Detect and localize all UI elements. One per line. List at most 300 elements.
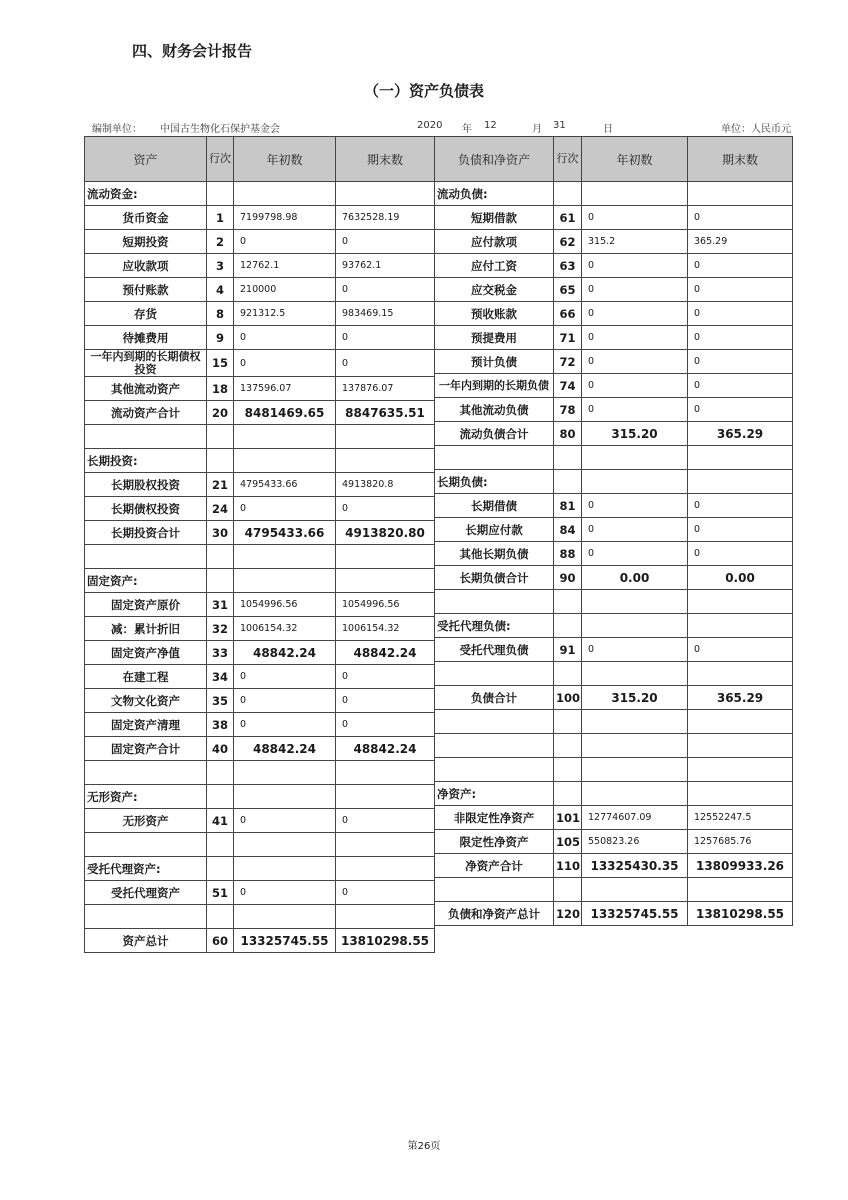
ending-value: 12552247.5 (688, 806, 793, 830)
beginning-value: 4795433.66 (234, 473, 336, 497)
beginning-value: 13325745.55 (234, 929, 336, 953)
line-number: 30 (207, 521, 234, 545)
ending-value: 0 (688, 494, 793, 518)
beginning-value: 0 (582, 398, 688, 422)
table-row (435, 542, 793, 566)
empty-cell (582, 470, 688, 494)
ending-value: 0 (336, 713, 435, 737)
table-row (85, 785, 435, 809)
ending-value: 8847635.51 (336, 401, 435, 425)
beginning-value: 0 (582, 494, 688, 518)
category-label: 净资产: (435, 782, 554, 806)
table-row (435, 854, 793, 878)
table-row (85, 377, 435, 401)
ending-value: 0 (688, 518, 793, 542)
table-row (85, 230, 435, 254)
beginning-value: 1006154.32 (234, 617, 336, 641)
beginning-value: 0 (582, 278, 688, 302)
empty-cell (336, 569, 435, 593)
table-row (85, 641, 435, 665)
item-label: 应付工资 (435, 254, 554, 278)
table-row (85, 425, 435, 449)
empty-cell (582, 182, 688, 206)
line-number: 31 (207, 593, 234, 617)
beginning-value: 210000 (234, 278, 336, 302)
line-number: 80 (554, 422, 582, 446)
item-label: 长期应付款 (435, 518, 554, 542)
ending-value: 0 (688, 206, 793, 230)
month-char: 月 (532, 124, 542, 135)
report-year: 2020 (417, 120, 443, 131)
beginning-value: 0 (582, 542, 688, 566)
category-label: 流动负债: (435, 182, 554, 206)
empty-cell (234, 833, 336, 857)
category-label: 长期投资: (85, 449, 207, 473)
empty-cell (435, 446, 554, 470)
beginning-value: 4795433.66 (234, 521, 336, 545)
empty-cell (554, 182, 582, 206)
empty-cell (554, 734, 582, 758)
item-label: 减：累计折旧 (85, 617, 207, 641)
table-row (435, 374, 793, 398)
line-number: 33 (207, 641, 234, 665)
table-row (435, 638, 793, 662)
empty-cell (435, 878, 554, 902)
ending-value: 365.29 (688, 422, 793, 446)
table-row (435, 182, 793, 206)
ending-value: 13810298.55 (336, 929, 435, 953)
line-number: 51 (207, 881, 234, 905)
ending-value: 0 (688, 398, 793, 422)
empty-cell (688, 782, 793, 806)
item-label: 存货 (85, 302, 207, 326)
table-row (85, 545, 435, 569)
table-row (435, 302, 793, 326)
line-number: 8 (207, 302, 234, 326)
ending-value: 0 (688, 350, 793, 374)
table-row (435, 254, 793, 278)
empty-cell (435, 590, 554, 614)
empty-cell (554, 470, 582, 494)
table-row (85, 326, 435, 350)
empty-cell (336, 905, 435, 929)
line-number: 84 (554, 518, 582, 542)
beginning-value: 0 (234, 326, 336, 350)
table-row (85, 809, 435, 833)
total-label: 负债合计 (435, 686, 554, 710)
beginning-value: 137596.07 (234, 377, 336, 401)
table-row (85, 929, 435, 953)
empty-cell (85, 905, 207, 929)
line-number: 66 (554, 302, 582, 326)
empty-cell (207, 449, 234, 473)
report-month: 12 (484, 120, 497, 131)
line-number: 4 (207, 278, 234, 302)
empty-cell (234, 761, 336, 785)
ending-value: 13809933.26 (688, 854, 793, 878)
line-number: 72 (554, 350, 582, 374)
table-row (85, 473, 435, 497)
empty-cell (207, 785, 234, 809)
assets-table (84, 136, 435, 953)
beginning-value: 0 (234, 665, 336, 689)
empty-cell (336, 785, 435, 809)
ending-value: 0 (336, 809, 435, 833)
empty-cell (336, 857, 435, 881)
empty-cell (85, 425, 207, 449)
table-row (435, 206, 793, 230)
empty-cell (688, 446, 793, 470)
line-number: 90 (554, 566, 582, 590)
beginning-value: 13325745.55 (582, 902, 688, 926)
line-number: 18 (207, 377, 234, 401)
column-header: 行次 (554, 137, 582, 182)
category-label: 受托代理负债: (435, 614, 554, 638)
line-number: 35 (207, 689, 234, 713)
item-label: 其他流动资产 (85, 377, 207, 401)
total-label: 固定资产净值 (85, 641, 207, 665)
ending-value: 0.00 (688, 566, 793, 590)
item-label: 非限定性净资产 (435, 806, 554, 830)
table-row (85, 617, 435, 641)
empty-cell (688, 758, 793, 782)
empty-cell (234, 545, 336, 569)
beginning-value: 0 (582, 350, 688, 374)
beginning-value: 48842.24 (234, 641, 336, 665)
beginning-value: 0 (582, 206, 688, 230)
unit-label: 编制单位： (92, 124, 142, 135)
item-label: 长期借债 (435, 494, 554, 518)
ending-value: 0 (336, 326, 435, 350)
empty-cell (336, 425, 435, 449)
ending-value: 7632528.19 (336, 206, 435, 230)
page-number: 第26页 (407, 1141, 441, 1152)
line-number: 91 (554, 638, 582, 662)
line-number: 88 (554, 542, 582, 566)
ending-value: 1257685.76 (688, 830, 793, 854)
beginning-value: 48842.24 (234, 737, 336, 761)
line-number: 21 (207, 473, 234, 497)
beginning-value: 0 (234, 350, 336, 377)
item-label: 应交税金 (435, 278, 554, 302)
empty-cell (554, 614, 582, 638)
empty-cell (582, 758, 688, 782)
table-row (435, 446, 793, 470)
line-number: 15 (207, 350, 234, 377)
empty-cell (582, 734, 688, 758)
line-number: 60 (207, 929, 234, 953)
empty-cell (207, 905, 234, 929)
beginning-value: 0.00 (582, 566, 688, 590)
org-name: 中国古生物化石保护基金会 (160, 124, 280, 135)
beginning-value: 8481469.65 (234, 401, 336, 425)
empty-cell (554, 710, 582, 734)
total-label: 流动负债合计 (435, 422, 554, 446)
empty-cell (234, 905, 336, 929)
line-number: 120 (554, 902, 582, 926)
empty-cell (582, 878, 688, 902)
table-row (85, 665, 435, 689)
item-label: 应收款项 (85, 254, 207, 278)
item-label: 预计负债 (435, 350, 554, 374)
table-row (85, 761, 435, 785)
table-row (435, 734, 793, 758)
beginning-value: 0 (234, 230, 336, 254)
line-number: 110 (554, 854, 582, 878)
line-number: 74 (554, 374, 582, 398)
beginning-value: 12762.1 (234, 254, 336, 278)
empty-cell (207, 857, 234, 881)
table-row (435, 422, 793, 446)
empty-cell (234, 182, 336, 206)
empty-cell (435, 758, 554, 782)
ending-value: 93762.1 (336, 254, 435, 278)
ending-value: 0 (336, 350, 435, 377)
table-row (435, 350, 793, 374)
beginning-value: 1054996.56 (234, 593, 336, 617)
table-row (435, 518, 793, 542)
item-label: 短期借款 (435, 206, 554, 230)
empty-cell (582, 590, 688, 614)
column-header: 年初数 (234, 137, 336, 182)
column-header: 负债和净资产 (435, 137, 554, 182)
item-label: 文物文化资产 (85, 689, 207, 713)
beginning-value: 0 (582, 638, 688, 662)
empty-cell (234, 425, 336, 449)
report-day: 31 (553, 120, 566, 131)
beginning-value: 0 (234, 713, 336, 737)
table-row (85, 254, 435, 278)
table-row (85, 449, 435, 473)
empty-cell (336, 449, 435, 473)
beginning-value: 315.2 (582, 230, 688, 254)
item-label: 应付款项 (435, 230, 554, 254)
category-label: 受托代理资产: (85, 857, 207, 881)
item-label: 固定资产清理 (85, 713, 207, 737)
line-number: 3 (207, 254, 234, 278)
table-row (435, 278, 793, 302)
empty-cell (688, 662, 793, 686)
line-number: 38 (207, 713, 234, 737)
table-row (85, 206, 435, 230)
empty-cell (435, 710, 554, 734)
item-label: 短期投资 (85, 230, 207, 254)
line-number: 1 (207, 206, 234, 230)
ending-value: 1006154.32 (336, 617, 435, 641)
line-number: 20 (207, 401, 234, 425)
ending-value: 0 (688, 278, 793, 302)
table-title: （一）资产负债表 (363, 82, 484, 100)
table-row (435, 614, 793, 638)
beginning-value: 0 (582, 518, 688, 542)
ending-value: 0 (336, 278, 435, 302)
section-title: 四、财务会计报告 (132, 42, 253, 60)
line-number: 41 (207, 809, 234, 833)
empty-cell (336, 761, 435, 785)
table-row (435, 782, 793, 806)
item-label: 限定性净资产 (435, 830, 554, 854)
ending-value: 983469.15 (336, 302, 435, 326)
total-label: 负债和净资产总计 (435, 902, 554, 926)
empty-cell (554, 758, 582, 782)
column-header: 资产 (85, 137, 207, 182)
table-row (85, 278, 435, 302)
empty-cell (688, 590, 793, 614)
beginning-value: 0 (234, 497, 336, 521)
line-number: 65 (554, 278, 582, 302)
item-label: 长期股权投资 (85, 473, 207, 497)
line-number: 32 (207, 617, 234, 641)
table-row (435, 758, 793, 782)
table-row (85, 182, 435, 206)
table-row (85, 905, 435, 929)
category-label: 长期负债: (435, 470, 554, 494)
beginning-value: 0 (234, 809, 336, 833)
empty-cell (336, 833, 435, 857)
beginning-value: 315.20 (582, 422, 688, 446)
table-row (85, 350, 435, 377)
table-row (435, 398, 793, 422)
item-label: 其他流动负债 (435, 398, 554, 422)
empty-cell (234, 569, 336, 593)
item-label: 预提费用 (435, 326, 554, 350)
empty-cell (688, 878, 793, 902)
empty-cell (582, 662, 688, 686)
ending-value: 48842.24 (336, 641, 435, 665)
empty-cell (554, 782, 582, 806)
empty-cell (234, 449, 336, 473)
item-label: 无形资产 (85, 809, 207, 833)
ending-value: 0 (688, 326, 793, 350)
total-label: 长期投资合计 (85, 521, 207, 545)
currency-unit: 单位：人民币元 (721, 124, 791, 135)
ending-value: 48842.24 (336, 737, 435, 761)
empty-cell (85, 833, 207, 857)
empty-cell (435, 734, 554, 758)
total-label: 流动资产合计 (85, 401, 207, 425)
beginning-value: 315.20 (582, 686, 688, 710)
empty-cell (582, 614, 688, 638)
total-label: 长期负债合计 (435, 566, 554, 590)
table-row (85, 497, 435, 521)
column-header: 年初数 (582, 137, 688, 182)
ending-value: 4913820.8 (336, 473, 435, 497)
line-number: 71 (554, 326, 582, 350)
beginning-value: 0 (582, 302, 688, 326)
ending-value: 0 (336, 665, 435, 689)
ending-value: 0 (688, 542, 793, 566)
item-label: 预收账款 (435, 302, 554, 326)
table-row (85, 881, 435, 905)
table-row (435, 566, 793, 590)
table-row (85, 401, 435, 425)
ending-value: 0 (688, 254, 793, 278)
beginning-value: 0 (582, 326, 688, 350)
empty-cell (234, 785, 336, 809)
table-row (85, 737, 435, 761)
ending-value: 0 (336, 497, 435, 521)
empty-cell (582, 782, 688, 806)
header-row (435, 137, 793, 182)
beginning-value: 13325430.35 (582, 854, 688, 878)
line-number: 62 (554, 230, 582, 254)
empty-cell (336, 545, 435, 569)
item-label: 待摊费用 (85, 326, 207, 350)
empty-cell (207, 833, 234, 857)
line-number: 40 (207, 737, 234, 761)
ending-value: 0 (688, 638, 793, 662)
line-number: 63 (554, 254, 582, 278)
beginning-value: 0 (234, 689, 336, 713)
line-number: 34 (207, 665, 234, 689)
table-row (85, 569, 435, 593)
line-number: 9 (207, 326, 234, 350)
line-number: 81 (554, 494, 582, 518)
beginning-value: 0 (582, 254, 688, 278)
table-row (435, 806, 793, 830)
table-row (85, 833, 435, 857)
ending-value: 137876.07 (336, 377, 435, 401)
column-header: 期末数 (336, 137, 435, 182)
empty-cell (688, 614, 793, 638)
empty-cell (336, 182, 435, 206)
empty-cell (234, 857, 336, 881)
table-row (435, 494, 793, 518)
total-label: 资产总计 (85, 929, 207, 953)
table-row (435, 878, 793, 902)
ending-value: 0 (336, 881, 435, 905)
item-label: 受托代理负债 (435, 638, 554, 662)
empty-cell (435, 662, 554, 686)
empty-cell (582, 446, 688, 470)
empty-cell (554, 446, 582, 470)
empty-cell (207, 761, 234, 785)
ending-value: 365.29 (688, 686, 793, 710)
ending-value: 0 (688, 302, 793, 326)
category-label: 流动资金: (85, 182, 207, 206)
table-row (85, 713, 435, 737)
item-label: 长期债权投资 (85, 497, 207, 521)
ending-value: 13810298.55 (688, 902, 793, 926)
table-row (435, 662, 793, 686)
beginning-value: 0 (234, 881, 336, 905)
line-number: 105 (554, 830, 582, 854)
empty-cell (207, 182, 234, 206)
empty-cell (688, 710, 793, 734)
ending-value: 0 (688, 374, 793, 398)
line-number: 101 (554, 806, 582, 830)
ending-value: 4913820.80 (336, 521, 435, 545)
table-row (85, 857, 435, 881)
column-header: 期末数 (688, 137, 793, 182)
empty-cell (207, 545, 234, 569)
empty-cell (688, 470, 793, 494)
ending-value: 0 (336, 689, 435, 713)
line-number: 2 (207, 230, 234, 254)
item-label: 货币资金 (85, 206, 207, 230)
table-row (85, 302, 435, 326)
liabilities-table (434, 136, 793, 926)
day-char: 日 (603, 124, 613, 135)
empty-cell (582, 710, 688, 734)
empty-cell (85, 761, 207, 785)
empty-cell (554, 878, 582, 902)
header-row (85, 137, 435, 182)
empty-cell (554, 662, 582, 686)
item-label: 受托代理资产 (85, 881, 207, 905)
table-row (435, 686, 793, 710)
empty-cell (207, 425, 234, 449)
